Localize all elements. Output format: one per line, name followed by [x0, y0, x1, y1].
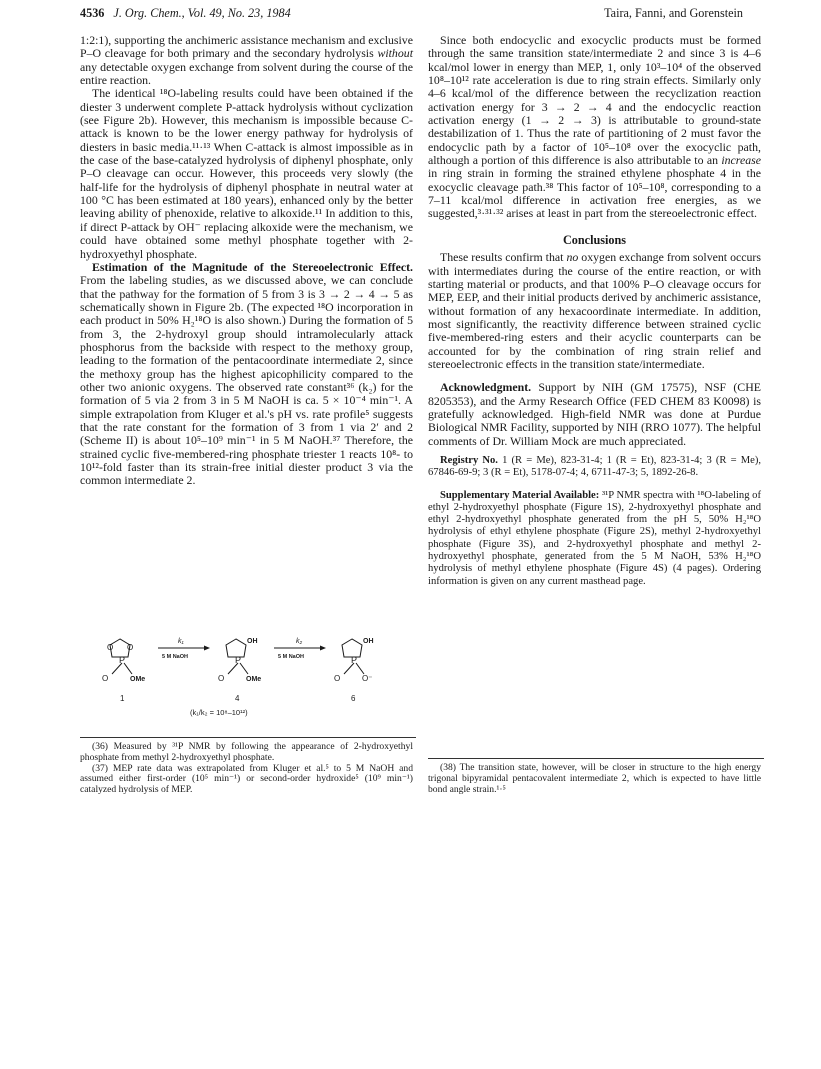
footnote-rule-left	[80, 737, 416, 738]
hydroxyl-group: OH	[363, 638, 374, 645]
compound-number-6: 6	[351, 694, 356, 703]
condition-1: 5 M NaOH	[162, 654, 188, 660]
arrowhead	[320, 646, 326, 651]
bond	[124, 663, 132, 674]
text-run: 1:2:1), supporting the anchimeric assistance mechanism and exclusive P–O cleavage for both primary and the secondary hydrolysis	[80, 33, 413, 61]
footnote-rule-right	[428, 758, 764, 759]
emphasis: increase	[721, 153, 761, 168]
left-footnotes	[80, 742, 413, 796]
rate-constant-k2: k₂	[296, 638, 303, 645]
oxide-anion: O⁻	[362, 674, 373, 683]
text-run: From the labeling studies, as we discussed above, we can conclude that the pathway for the formation of 5 from 3 is 3 → 2 → 4 → 5 as schematically shown in Figure 2b. (The expected ¹⁸O incorporation in each product in 50% H₂¹⁸O is also shown.) During the formation of 5 from 3, the 2-hydroxyl group should intramolecularly attack phosphorus from the backside with respect to the methoxy group, leading to the formation of the pentacoordinate intermediate 2, since the methoxy group has the highest apicophilicity compared to the other two anionic oxygens. The observed rate constant³⁶ (k₂) for the formation of 5 via 2 from 3 in 5 M NaOH is ca. 5 × 10⁻⁴ min⁻¹. A simple extrapolation from Kluger et al.'s pH vs. rate profile⁵ suggests that the rate constant for the formation of 3 from 1 via 2′ and 2 (Scheme II) is about 10⁵–10⁹ min⁻¹ in 5 M NaOH.³⁷ Therefore, the strained cyclic five-membered-ring phosphate triester 1 reacts 10⁸- to 10¹²-fold faster than its strain-free initial diester product 3 via the common intermediate 2.	[80, 273, 413, 488]
text-run: 1 (R = Me), 823-31-4; 1 (R = Et), 823-31-4; 3 (R = Me), 67846-69-9; 3 (R = Et), 5178-07-4; 4, 6711-47-3; 5, 1892-26-8.	[428, 454, 761, 479]
page-number: 4536	[80, 6, 105, 20]
journal-citation: J. Org. Chem., Vol. 49, No. 23, 1984	[113, 6, 291, 20]
compound-number-1: 1	[120, 694, 125, 703]
bond	[240, 663, 248, 674]
oxo-oxygen: O	[334, 674, 341, 683]
text-run: oxygen exchange from solvent occurs with intermediates during the course of the entire reaction, or with starting material or products, and that 100% P–O cleavage occurs for MEP, EEP, and their initial products derived by anchimeric assistance, without formation of any hexacoordinate intermediate. In addition, most significantly, the reactivity difference between strained cyclic five-membered-ring esters and their acyclic counterparts can be accounted for by the combination of ring strain relief and stereoelectronic effects in the transition state/intermediate.	[428, 250, 761, 371]
text-run: ³¹P NMR spectra with ¹⁸O-labeling of ethyl 2-hydroxyethyl phosphate (Figure 1S), 2-hydroxyethyl phosphate and ethyl 2-hydroxyethyl phosphate generated from the pH 5, 50% H₂¹⁸O hydrolysis of ethyl ethylene phosphate (Figure 2S), methyl 2-hydroxyethyl phosphate (Figure 3S), and 2-hydroxyethyl phosphate and methyl 2-hydroxyethyl phosphate, generated from the 5 M NaOH, 53% H₂¹⁸O hydrolysis of methyl ethylene phosphate (Figure 4S) (4 pages). Ordering information is given on any current masthead page.	[428, 489, 762, 587]
text-run: in ring strain in forming the strained ethylene phosphate 4 in the exocyclic cleavage path.³⁸ This factor of 10⁵–10⁸, corresponding to a 7–11 kcal/mol difference in activation free energies, as we suggested,³·³¹·³² arises at least in part from the stereoelectronic effect.	[428, 166, 761, 221]
right-paragraph-1	[428, 34, 761, 221]
condition-2: 5 M NaOH	[278, 654, 304, 660]
footnote-38: (38) The transition state, however, will be closer in structure to the high energy trigonal bipyramidal pentacovalent intermediate 2, which is expected to have little bond angle strain.¹·⁵	[428, 762, 761, 795]
compound-number-4: 4	[235, 694, 240, 703]
text-run: Support by NIH (GM 17575), NSF (CHE 8205353), and the Army Research Office (FED CHEM 83 K0098) is gratefully acknowledged. High-field NMR was done at Purdue Biological NMR Facility, supported by NIH (RRO 1077). The helpful comments of Dr. William Mock are much appreciated.	[428, 380, 761, 448]
methoxy-group: OMe	[246, 676, 262, 683]
section-run-in-heading: Estimation of the Magnitude of the Stereoelectronic Effect.	[92, 259, 413, 274]
supplementary-paragraph	[428, 490, 761, 588]
header-left	[80, 6, 291, 21]
conclusions-heading: Conclusions	[563, 232, 626, 247]
footnote-36: (36) Measured by ³¹P NMR by following the appearance of 2-hydroxyethyl phosphate from methyl 2-hydroxyethyl phosphate.	[80, 741, 413, 763]
methoxy-group: OMe	[130, 676, 146, 683]
right-column	[428, 34, 761, 588]
arrowhead	[204, 646, 210, 651]
bond	[356, 663, 364, 674]
acknowledgment-heading: Acknowledgment.	[440, 380, 532, 395]
phosphorus: P	[351, 655, 358, 665]
header-authors: Taira, Fanni, and Gorenstein	[604, 6, 743, 20]
ring-oxygen: O	[107, 643, 114, 652]
ring-oxygen: O	[127, 643, 134, 652]
rate-ratio: (k₁/k₂ = 10⁸–10¹²)	[190, 708, 248, 717]
page-header	[80, 6, 743, 24]
reaction-scheme	[94, 629, 414, 721]
text-run: These results confirm that	[440, 250, 567, 265]
emphasis: no	[566, 250, 579, 265]
scheme-svg	[94, 629, 414, 721]
hydroxyl-group: OH	[247, 638, 258, 645]
left-column	[80, 34, 413, 488]
left-paragraph-3	[80, 261, 413, 488]
registry-heading: Registry No.	[440, 454, 498, 466]
right-footnotes	[428, 763, 761, 795]
conclusions-paragraph	[428, 251, 761, 371]
text-run: any detectable oxygen exchange from solvent during the course of the entire reaction.	[80, 59, 413, 88]
oxo-oxygen: O	[218, 674, 225, 683]
acknowledgment-paragraph	[428, 381, 761, 448]
rate-constant-k1: k₁	[178, 638, 184, 645]
phosphorus: P	[235, 655, 242, 665]
phosphorus: P	[119, 655, 126, 665]
supplementary-heading: Supplementary Material Available:	[440, 489, 600, 501]
emphasis: without	[377, 46, 413, 61]
text-run: Since both endocyclic and exocyclic products must be formed through the same transition state/intermediate 2 and since 3 is 4–6 kcal/mol lower in energy than MEP, 1, only 10³–10⁴ of the observed 10⁸–10¹² rate acceleration is due to ring strain effects. Similarly only 4–6 kcal/mol of the difference between the recyclization reaction activation energy for 3 → 2 → 4 and the endocyclic reaction activation energy (1 → 2 → 3) is attributable to ground-state destabilization of 1. Thus the rate of partitioning of 2 must favor the endocyclic path by a factor of 10⁵–10⁸ over the exocyclic path, although a portion of this difference is also attributable to an	[428, 33, 761, 168]
left-paragraph-2: The identical ¹⁸O-labeling results could have been obtained if the diester 3 underwent complete P-attack hydrolysis without cyclization (see Figure 2b). However, this mechanism is impossible because C-attack is known to be the lower energy pathway for hydrolysis of diesters in basic media.¹¹·¹³ When C-attack is almost impossible as in the case of the base-catalyzed hydrolysis of diphenyl phosphate, only P–O cleavage can occur. However, this proceeds very slowly (the half-life for the hydrolysis of diphenyl phosphate in neutral water at 100 °C has been estimated at 180 years), enhanced only by the better leaving ability of phenoxide, relative to alkoxide.¹¹ In addition to this, if direct P-attack by OH⁻ replacing alkoxide were the mechanism, we could have obtained some methyl phosphate together with 2-hydroxyethyl phosphate.	[80, 86, 413, 261]
footnote-37: (37) MEP rate data was extrapolated from Kluger et al.⁵ to 5 M NaOH and assumed either first-order (10⁵ min⁻¹) or second-order hydroxide⁵ (10⁹ min⁻¹) catalyzed hydrolysis of MEP.	[80, 762, 413, 796]
oxo-oxygen: O	[102, 674, 109, 683]
registry-paragraph	[428, 455, 761, 480]
left-paragraph-1	[80, 34, 413, 87]
